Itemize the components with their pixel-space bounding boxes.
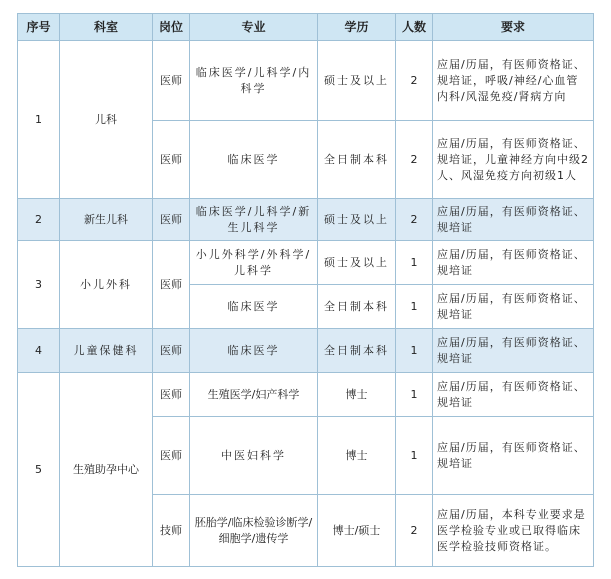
header-major: 专业 bbox=[190, 14, 318, 41]
cell-edu: 硕士及以上 bbox=[318, 41, 396, 121]
cell-post: 医师 bbox=[153, 329, 190, 373]
cell-major: 生殖医学/妇产科学 bbox=[190, 373, 318, 417]
cell-edu: 全日制本科 bbox=[318, 285, 396, 329]
cell-req: 应届/历届，本科专业要求是医学检验专业或已取得临床医学检验技师资格证。 bbox=[433, 495, 594, 567]
cell-edu: 博士/硕士 bbox=[318, 495, 396, 567]
cell-post: 医师 bbox=[153, 373, 190, 417]
cell-req: 应届/历届，有医师资格证、规培证 bbox=[433, 199, 594, 241]
cell-edu: 硕士及以上 bbox=[318, 199, 396, 241]
table-row bbox=[18, 241, 594, 285]
cell-req: 应届/历届，有医师资格证、规培证，呼吸/神经/心血管内科/风湿免疫/肾病方向 bbox=[433, 41, 594, 121]
table-row bbox=[18, 199, 594, 241]
cell-count: 2 bbox=[396, 199, 433, 241]
header-dept: 科室 bbox=[60, 14, 153, 41]
cell-req: 应届/历届，有医师资格证、规培证 bbox=[433, 373, 594, 417]
cell-no: 4 bbox=[18, 329, 60, 373]
cell-no: 3 bbox=[18, 241, 60, 329]
cell-req: 应届/历届，有医师资格证、规培证 bbox=[433, 241, 594, 285]
cell-major: 临床医学 bbox=[190, 285, 318, 329]
cell-dept: 小儿外科 bbox=[60, 241, 153, 329]
cell-count: 1 bbox=[396, 285, 433, 329]
cell-major: 临床医学/儿科学/新生儿科学 bbox=[190, 199, 318, 241]
cell-major: 临床医学 bbox=[190, 329, 318, 373]
cell-req: 应届/历届，有医师资格证、规培证 bbox=[433, 285, 594, 329]
cell-count: 1 bbox=[396, 373, 433, 417]
cell-post: 医师 bbox=[153, 199, 190, 241]
cell-no: 1 bbox=[18, 41, 60, 199]
cell-post: 医师 bbox=[153, 121, 190, 199]
cell-edu: 博士 bbox=[318, 417, 396, 495]
cell-count: 2 bbox=[396, 121, 433, 199]
cell-edu: 全日制本科 bbox=[318, 329, 396, 373]
cell-post: 医师 bbox=[153, 241, 190, 329]
cell-req: 应届/历届，有医师资格证、规培证 bbox=[433, 329, 594, 373]
cell-req: 应届/历届，有医师资格证、规培证 bbox=[433, 417, 594, 495]
cell-post: 技师 bbox=[153, 495, 190, 567]
cell-edu: 硕士及以上 bbox=[318, 241, 396, 285]
header-edu: 学历 bbox=[318, 14, 396, 41]
cell-count: 1 bbox=[396, 241, 433, 285]
cell-count: 1 bbox=[396, 417, 433, 495]
cell-post: 医师 bbox=[153, 41, 190, 121]
recruitment-table bbox=[17, 13, 594, 567]
cell-major: 中医妇科学 bbox=[190, 417, 318, 495]
cell-no: 2 bbox=[18, 199, 60, 241]
cell-count: 1 bbox=[396, 329, 433, 373]
cell-req: 应届/历届，有医师资格证、规培证，儿童神经方向中级2人、风湿免疫方向初级1人 bbox=[433, 121, 594, 199]
header-post: 岗位 bbox=[153, 14, 190, 41]
cell-post: 医师 bbox=[153, 417, 190, 495]
recruitment-table-wrapper bbox=[17, 13, 594, 567]
cell-no: 5 bbox=[18, 373, 60, 567]
cell-dept: 儿科 bbox=[60, 41, 153, 199]
header-no: 序号 bbox=[18, 14, 60, 41]
cell-dept: 生殖助孕中心 bbox=[60, 373, 153, 567]
header-req: 要求 bbox=[433, 14, 594, 41]
cell-count: 2 bbox=[396, 41, 433, 121]
cell-major: 小儿外科学/外科学/儿科学 bbox=[190, 241, 318, 285]
table-row bbox=[18, 329, 594, 373]
cell-major: 临床医学/儿科学/内科学 bbox=[190, 41, 318, 121]
cell-major: 临床医学 bbox=[190, 121, 318, 199]
cell-edu: 博士 bbox=[318, 373, 396, 417]
header-count: 人数 bbox=[396, 14, 433, 41]
cell-dept: 新生儿科 bbox=[60, 199, 153, 241]
header-row bbox=[18, 14, 594, 41]
table-row bbox=[18, 373, 594, 417]
cell-count: 2 bbox=[396, 495, 433, 567]
cell-dept: 儿童保健科 bbox=[60, 329, 153, 373]
cell-edu: 全日制本科 bbox=[318, 121, 396, 199]
table-row bbox=[18, 41, 594, 121]
cell-major: 胚胎学/临床检验诊断学/细胞学/遗传学 bbox=[190, 495, 318, 567]
